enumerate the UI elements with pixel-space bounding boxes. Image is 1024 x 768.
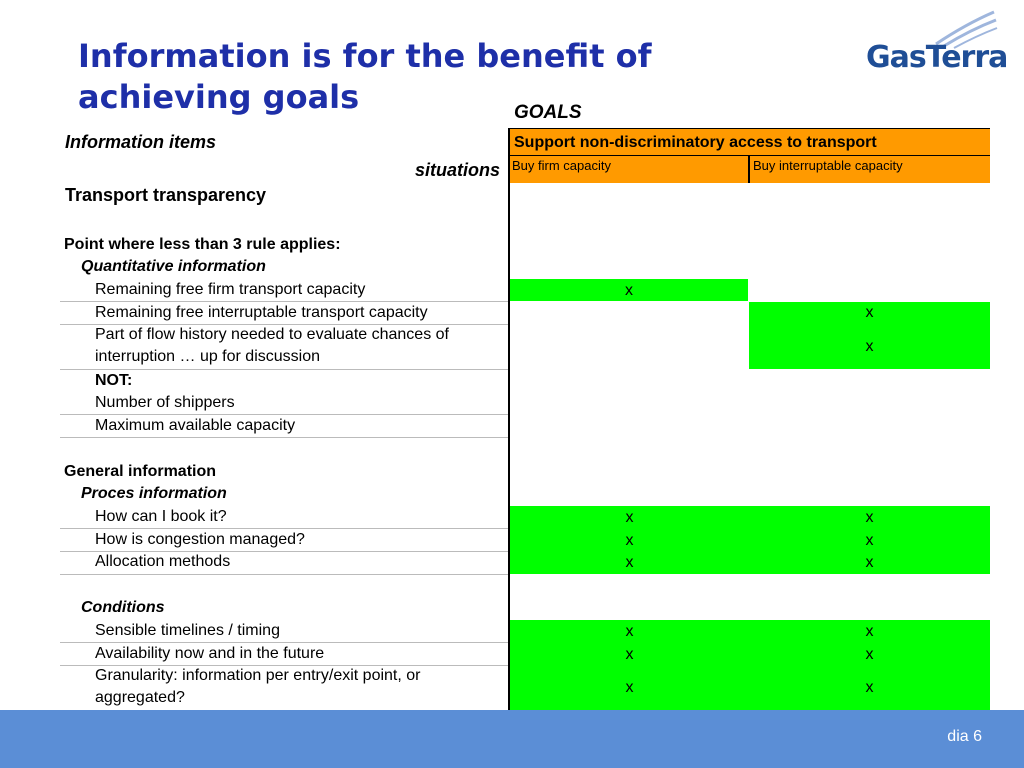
transport-transparency-heading: Transport transparency	[65, 185, 267, 205]
mark-availability-firm: x	[625, 646, 634, 663]
subsection-proces: Proces information	[81, 485, 227, 502]
subsection-conditions: Conditions	[81, 599, 165, 616]
row-availability: Availability now and in the future	[95, 645, 325, 662]
row-divider	[60, 574, 508, 575]
situations-label: situations	[414, 160, 500, 180]
row-remaining-firm: Remaining free firm transport capacity	[95, 281, 366, 298]
mark-flow-history-int: x	[749, 324, 990, 369]
col-buy-firm: Buy firm capacity	[512, 158, 611, 173]
section-general: General information	[64, 463, 217, 480]
section-point-rule: Point where less than 3 rule applies:	[64, 236, 341, 253]
row-how-book: How can I book it?	[95, 508, 227, 525]
mark-granularity-firm: x	[625, 679, 634, 696]
row-timelines: Sensible timelines / timing	[95, 622, 280, 639]
goal-header	[510, 128, 990, 183]
gasterra-logo	[866, 10, 1008, 75]
mark-timelines-int: x	[865, 623, 874, 640]
col-buy-interruptable: Buy interruptable capacity	[753, 158, 903, 173]
footer-bar	[0, 710, 1024, 768]
mark-allocation-firm: x	[625, 554, 634, 571]
row-congestion: How is congestion managed?	[95, 531, 305, 548]
row-number-of-shippers: Number of shippers	[95, 394, 235, 411]
row-not: NOT:	[95, 372, 133, 389]
row-granularity: Granularity: information per entry/exit point, or aggregated?	[95, 667, 421, 706]
mark-timelines-firm: x	[625, 623, 634, 640]
mark-granularity-int: x	[865, 679, 874, 696]
row-flow-history: Part of flow history needed to evaluate chances of interruption … up for discussion	[95, 326, 449, 365]
mark-congestion-firm: x	[625, 532, 634, 549]
mark-remaining-interruptable-int: x	[749, 302, 990, 324]
goal-title: Support non-discriminatory access to transport	[514, 134, 877, 151]
goals-heading: GOALS	[514, 102, 582, 123]
slide-title: Information is for the benefit of achieving goals	[78, 37, 652, 116]
row-remaining-interruptable: Remaining free interruptable transport capacity	[95, 304, 428, 321]
mark-availability-int: x	[865, 646, 874, 663]
information-items-heading: Information items	[65, 132, 217, 152]
header-column-divider	[748, 156, 750, 183]
mark-how-book-int: x	[865, 509, 874, 526]
mark-congestion-int: x	[865, 532, 874, 549]
header-divider	[510, 155, 990, 156]
mark-how-book-firm: x	[625, 509, 634, 526]
row-maximum-capacity: Maximum available capacity	[95, 417, 296, 434]
mark-allocation-int: x	[865, 554, 874, 571]
logo-text: GasTerra	[866, 40, 1008, 75]
page-number: dia 6	[947, 728, 982, 745]
mark-remaining-firm-firm: x	[510, 279, 748, 301]
row-divider	[60, 437, 508, 438]
subsection-quantitative: Quantitative information	[81, 258, 266, 275]
row-allocation: Allocation methods	[95, 553, 231, 570]
